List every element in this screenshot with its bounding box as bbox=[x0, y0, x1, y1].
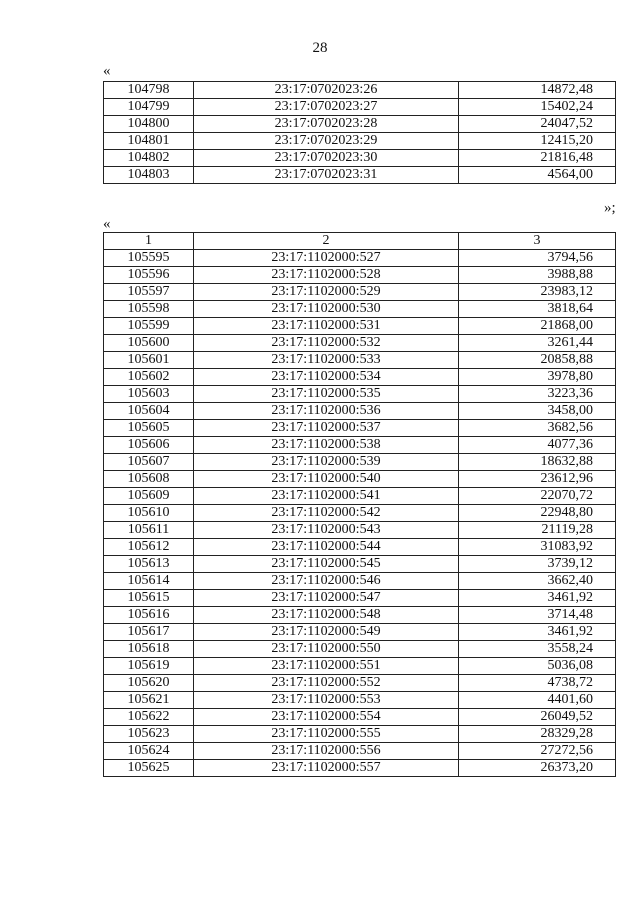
record-number: 105613 bbox=[104, 556, 194, 573]
table-row bbox=[104, 437, 616, 454]
table-row bbox=[104, 590, 616, 607]
table-row bbox=[104, 352, 616, 369]
cadastral-number: 23:17:1102000:533 bbox=[194, 352, 459, 369]
value-cell: 23612,96 bbox=[459, 471, 616, 488]
closing-quote: »; bbox=[604, 200, 616, 216]
value-cell: 3558,24 bbox=[459, 641, 616, 658]
cadastral-number: 23:17:1102000:534 bbox=[194, 369, 459, 386]
cadastral-number: 23:17:0702023:27 bbox=[194, 99, 459, 116]
record-number: 105603 bbox=[104, 386, 194, 403]
record-number: 105608 bbox=[104, 471, 194, 488]
table-row bbox=[104, 488, 616, 505]
value-cell: 4738,72 bbox=[459, 675, 616, 692]
table-row bbox=[104, 505, 616, 522]
record-number: 105617 bbox=[104, 624, 194, 641]
table-row bbox=[104, 133, 616, 150]
cadastral-number: 23:17:1102000:535 bbox=[194, 386, 459, 403]
value-cell: 22948,80 bbox=[459, 505, 616, 522]
record-number: 105604 bbox=[104, 403, 194, 420]
record-number: 105602 bbox=[104, 369, 194, 386]
value-cell: 15402,24 bbox=[459, 99, 616, 116]
cadastral-number: 23:17:1102000:538 bbox=[194, 437, 459, 454]
cadastral-number: 23:17:1102000:541 bbox=[194, 488, 459, 505]
record-number: 104800 bbox=[104, 116, 194, 133]
record-number: 105597 bbox=[104, 284, 194, 301]
table-row bbox=[104, 692, 616, 709]
value-cell: 3461,92 bbox=[459, 624, 616, 641]
record-number: 105606 bbox=[104, 437, 194, 454]
cadastral-number: 23:17:0702023:31 bbox=[194, 167, 459, 184]
table-header-row bbox=[104, 233, 616, 250]
value-cell: 3662,40 bbox=[459, 573, 616, 590]
parcel-table-1 bbox=[103, 81, 616, 184]
page-number: 28 bbox=[312, 40, 328, 56]
table-row bbox=[104, 539, 616, 556]
value-cell: 5036,08 bbox=[459, 658, 616, 675]
value-cell: 3223,36 bbox=[459, 386, 616, 403]
table-row bbox=[104, 369, 616, 386]
cadastral-number: 23:17:0702023:29 bbox=[194, 133, 459, 150]
column-header: 2 bbox=[194, 233, 459, 250]
value-cell: 4077,36 bbox=[459, 437, 616, 454]
value-cell: 21119,28 bbox=[459, 522, 616, 539]
record-number: 105615 bbox=[104, 590, 194, 607]
table-row bbox=[104, 522, 616, 539]
record-number: 105625 bbox=[104, 760, 194, 777]
value-cell: 3261,44 bbox=[459, 335, 616, 352]
table-row bbox=[104, 82, 616, 99]
cadastral-number: 23:17:1102000:553 bbox=[194, 692, 459, 709]
record-number: 105607 bbox=[104, 454, 194, 471]
cadastral-number: 23:17:0702023:30 bbox=[194, 150, 459, 167]
table-row bbox=[104, 420, 616, 437]
value-cell: 3739,12 bbox=[459, 556, 616, 573]
table-row bbox=[104, 99, 616, 116]
cadastral-number: 23:17:1102000:547 bbox=[194, 590, 459, 607]
value-cell: 23983,12 bbox=[459, 284, 616, 301]
value-cell: 21816,48 bbox=[459, 150, 616, 167]
record-number: 105609 bbox=[104, 488, 194, 505]
record-number: 105624 bbox=[104, 743, 194, 760]
cadastral-number: 23:17:1102000:539 bbox=[194, 454, 459, 471]
table-row bbox=[104, 743, 616, 760]
cadastral-number: 23:17:1102000:549 bbox=[194, 624, 459, 641]
record-number: 105623 bbox=[104, 726, 194, 743]
cadastral-number: 23:17:1102000:557 bbox=[194, 760, 459, 777]
table-row bbox=[104, 556, 616, 573]
table-row bbox=[104, 709, 616, 726]
record-number: 105610 bbox=[104, 505, 194, 522]
cadastral-number: 23:17:1102000:529 bbox=[194, 284, 459, 301]
record-number: 105622 bbox=[104, 709, 194, 726]
table-row bbox=[104, 167, 616, 184]
record-number: 104803 bbox=[104, 167, 194, 184]
value-cell: 26049,52 bbox=[459, 709, 616, 726]
cadastral-number: 23:17:1102000:543 bbox=[194, 522, 459, 539]
record-number: 105595 bbox=[104, 250, 194, 267]
cadastral-number: 23:17:1102000:530 bbox=[194, 301, 459, 318]
table-row bbox=[104, 471, 616, 488]
cadastral-number: 23:17:1102000:528 bbox=[194, 267, 459, 284]
value-cell: 4564,00 bbox=[459, 167, 616, 184]
record-number: 105612 bbox=[104, 539, 194, 556]
cadastral-number: 23:17:1102000:556 bbox=[194, 743, 459, 760]
cadastral-number: 23:17:1102000:552 bbox=[194, 675, 459, 692]
record-number: 104798 bbox=[104, 82, 194, 99]
value-cell: 27272,56 bbox=[459, 743, 616, 760]
record-number: 105596 bbox=[104, 267, 194, 284]
table-row bbox=[104, 573, 616, 590]
cadastral-number: 23:17:1102000:542 bbox=[194, 505, 459, 522]
value-cell: 26373,20 bbox=[459, 760, 616, 777]
table-row bbox=[104, 301, 616, 318]
value-cell: 3461,92 bbox=[459, 590, 616, 607]
record-number: 105620 bbox=[104, 675, 194, 692]
record-number: 104801 bbox=[104, 133, 194, 150]
cadastral-number: 23:17:1102000:554 bbox=[194, 709, 459, 726]
column-header: 3 bbox=[459, 233, 616, 250]
cadastral-number: 23:17:1102000:548 bbox=[194, 607, 459, 624]
table-row bbox=[104, 403, 616, 420]
table-row bbox=[104, 675, 616, 692]
record-number: 105605 bbox=[104, 420, 194, 437]
cadastral-number: 23:17:1102000:536 bbox=[194, 403, 459, 420]
value-cell: 3818,64 bbox=[459, 301, 616, 318]
cadastral-number: 23:17:1102000:545 bbox=[194, 556, 459, 573]
column-header: 1 bbox=[104, 233, 194, 250]
table-row bbox=[104, 386, 616, 403]
cadastral-number: 23:17:1102000:527 bbox=[194, 250, 459, 267]
record-number: 104799 bbox=[104, 99, 194, 116]
table-row bbox=[104, 726, 616, 743]
cadastral-number: 23:17:1102000:546 bbox=[194, 573, 459, 590]
cadastral-number: 23:17:1102000:544 bbox=[194, 539, 459, 556]
cadastral-number: 23:17:1102000:532 bbox=[194, 335, 459, 352]
table-row bbox=[104, 150, 616, 167]
cadastral-number: 23:17:1102000:555 bbox=[194, 726, 459, 743]
table-row bbox=[104, 267, 616, 284]
value-cell: 3714,48 bbox=[459, 607, 616, 624]
record-number: 105618 bbox=[104, 641, 194, 658]
table-row bbox=[104, 116, 616, 133]
table-row bbox=[104, 454, 616, 471]
value-cell: 21868,00 bbox=[459, 318, 616, 335]
opening-quote: « bbox=[103, 216, 111, 232]
table-row bbox=[104, 318, 616, 335]
record-number: 105598 bbox=[104, 301, 194, 318]
value-cell: 4401,60 bbox=[459, 692, 616, 709]
table-row bbox=[104, 284, 616, 301]
value-cell: 14872,48 bbox=[459, 82, 616, 99]
record-number: 105621 bbox=[104, 692, 194, 709]
cadastral-number: 23:17:1102000:550 bbox=[194, 641, 459, 658]
cadastral-number: 23:17:0702023:26 bbox=[194, 82, 459, 99]
value-cell: 24047,52 bbox=[459, 116, 616, 133]
table-row bbox=[104, 760, 616, 777]
record-number: 105600 bbox=[104, 335, 194, 352]
table-row bbox=[104, 607, 616, 624]
record-number: 105619 bbox=[104, 658, 194, 675]
value-cell: 3682,56 bbox=[459, 420, 616, 437]
cadastral-number: 23:17:0702023:28 bbox=[194, 116, 459, 133]
cadastral-number: 23:17:1102000:537 bbox=[194, 420, 459, 437]
table-row bbox=[104, 658, 616, 675]
cadastral-number: 23:17:1102000:540 bbox=[194, 471, 459, 488]
table-row bbox=[104, 641, 616, 658]
value-cell: 22070,72 bbox=[459, 488, 616, 505]
table-row bbox=[104, 624, 616, 641]
value-cell: 12415,20 bbox=[459, 133, 616, 150]
table-row bbox=[104, 250, 616, 267]
value-cell: 3458,00 bbox=[459, 403, 616, 420]
cadastral-number: 23:17:1102000:531 bbox=[194, 318, 459, 335]
value-cell: 3794,56 bbox=[459, 250, 616, 267]
table-row bbox=[104, 335, 616, 352]
value-cell: 20858,88 bbox=[459, 352, 616, 369]
record-number: 105611 bbox=[104, 522, 194, 539]
record-number: 105599 bbox=[104, 318, 194, 335]
value-cell: 3978,80 bbox=[459, 369, 616, 386]
cadastral-number: 23:17:1102000:551 bbox=[194, 658, 459, 675]
value-cell: 18632,88 bbox=[459, 454, 616, 471]
record-number: 105614 bbox=[104, 573, 194, 590]
value-cell: 31083,92 bbox=[459, 539, 616, 556]
value-cell: 28329,28 bbox=[459, 726, 616, 743]
record-number: 104802 bbox=[104, 150, 194, 167]
parcel-table-2 bbox=[103, 232, 616, 777]
record-number: 105601 bbox=[104, 352, 194, 369]
opening-quote: « bbox=[103, 63, 111, 79]
value-cell: 3988,88 bbox=[459, 267, 616, 284]
record-number: 105616 bbox=[104, 607, 194, 624]
